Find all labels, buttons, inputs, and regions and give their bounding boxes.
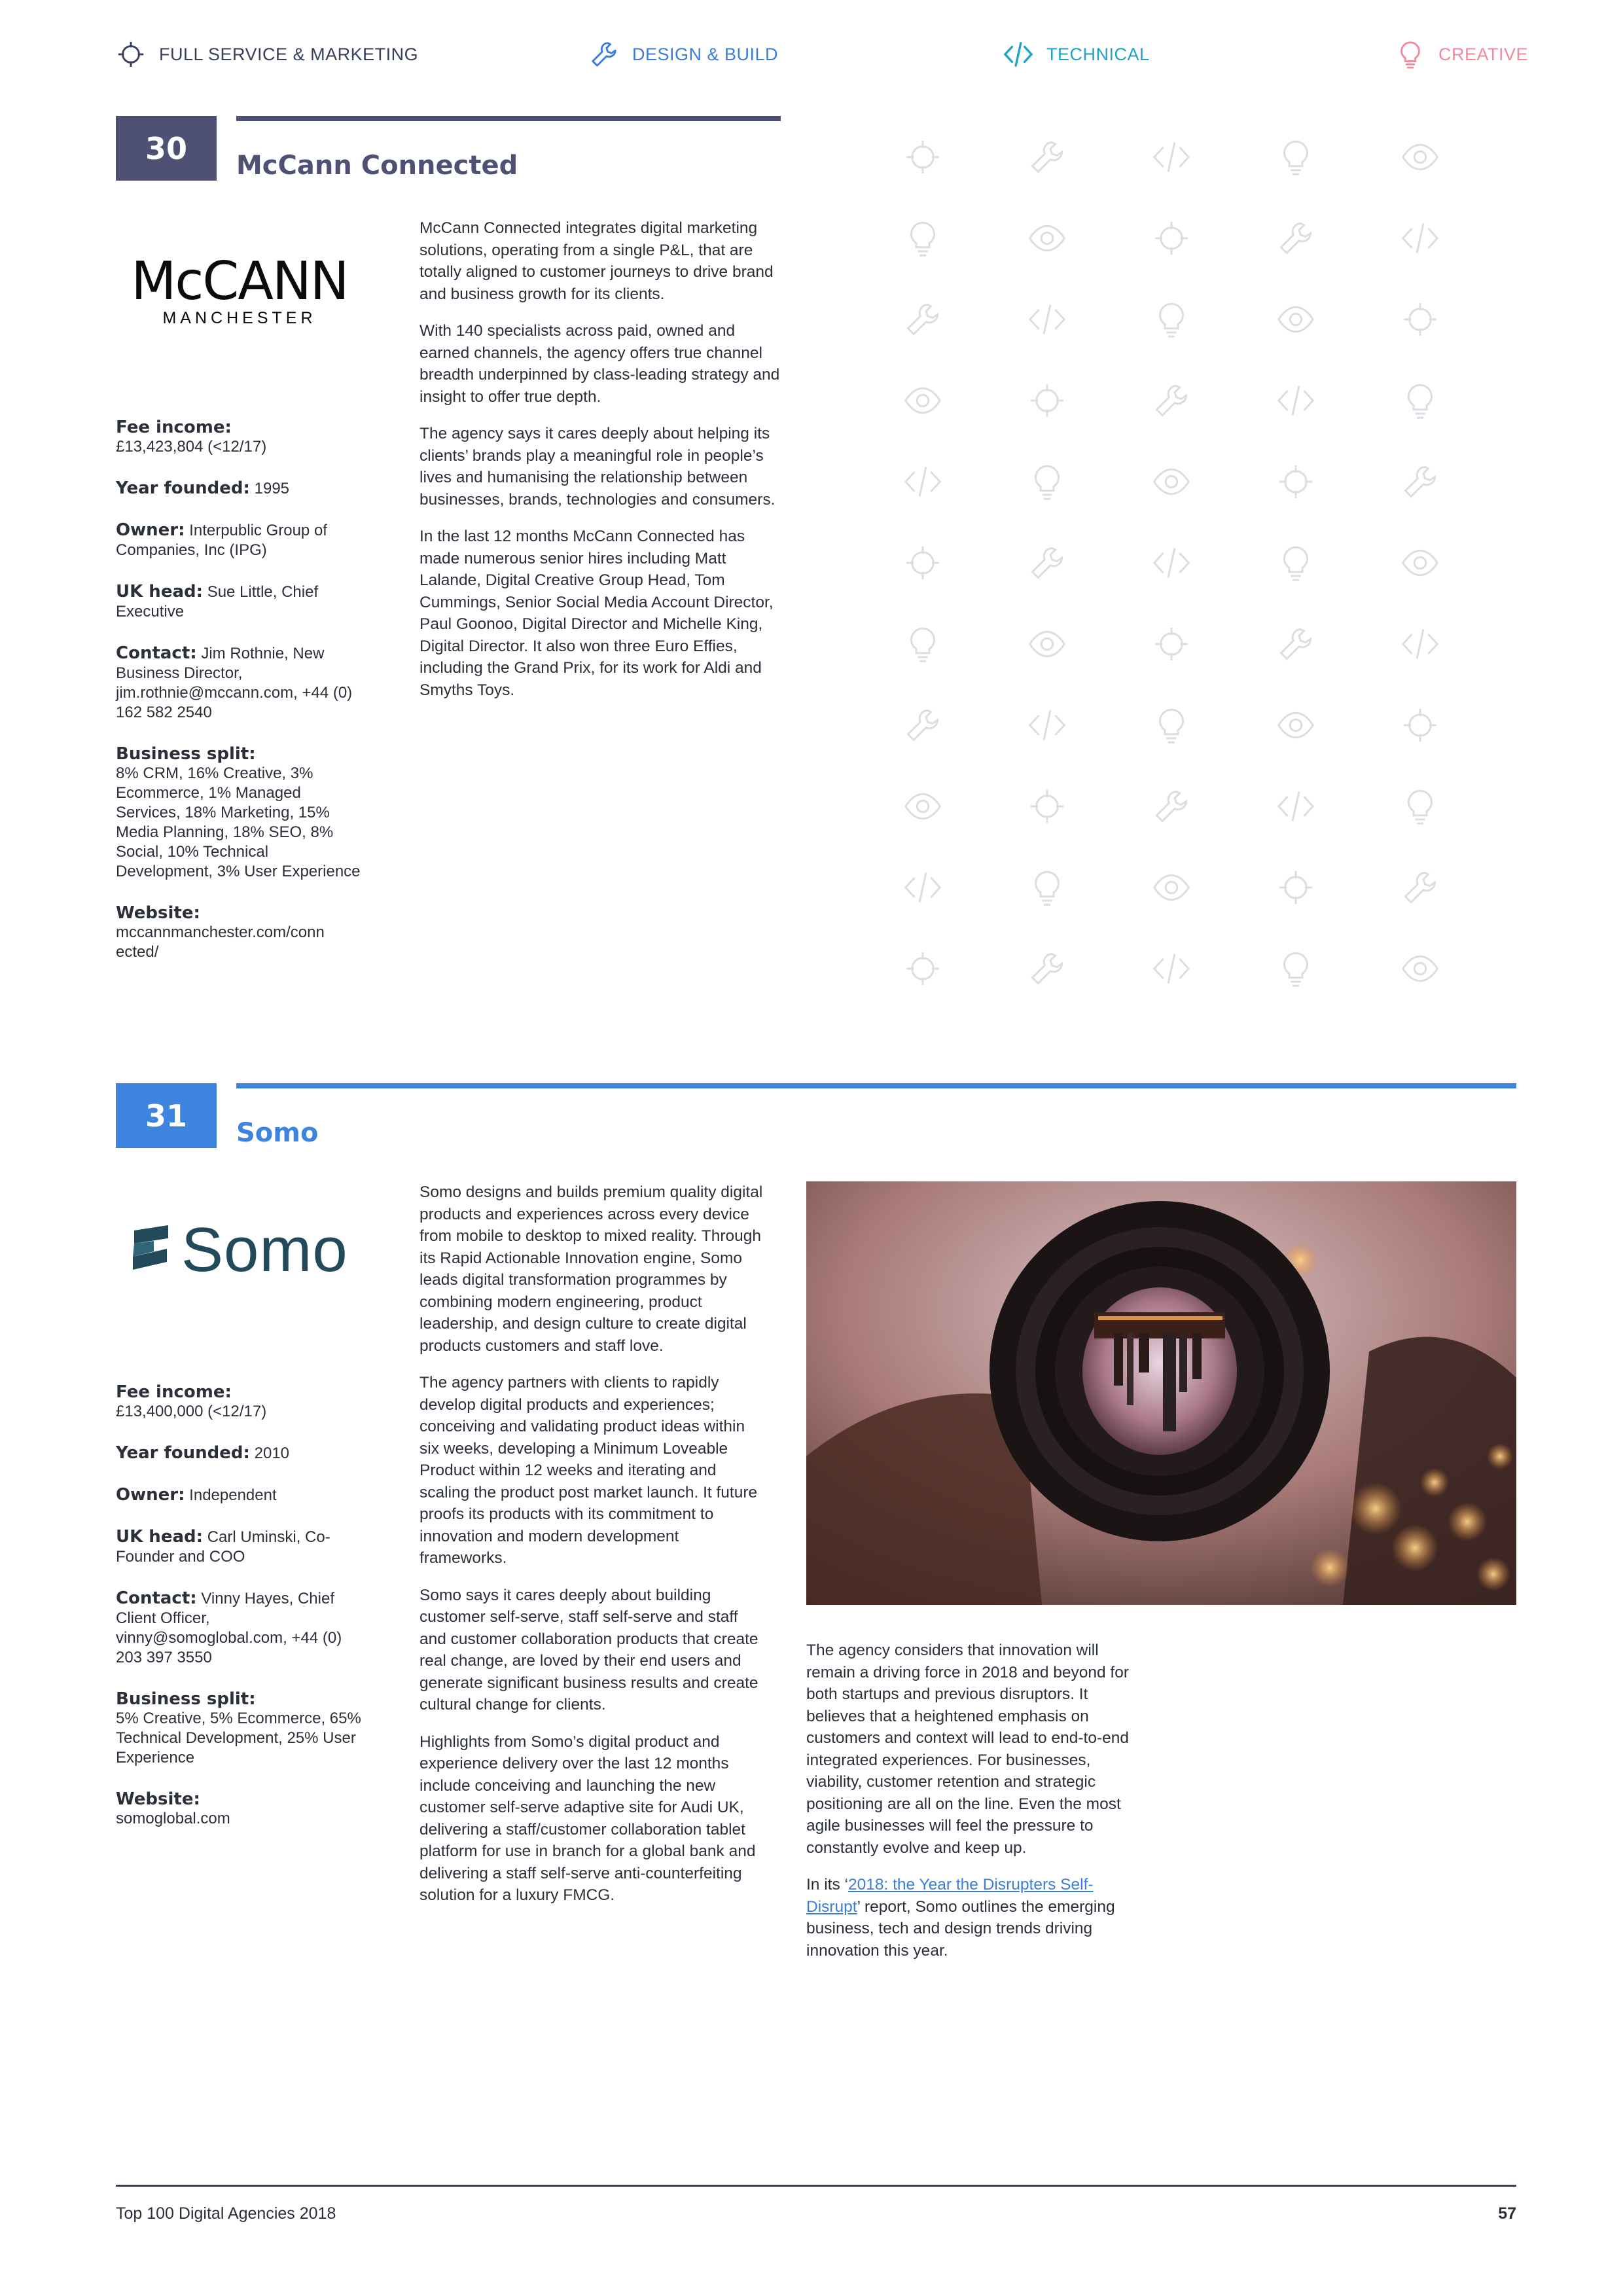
eye-icon bbox=[1276, 706, 1315, 745]
wrench-icon bbox=[903, 300, 942, 339]
owner bbox=[116, 1485, 365, 1505]
business-split bbox=[116, 744, 365, 882]
paragraph: In the last 12 months McCann Connected has made numerous senior hires including Matt Lalande, Digital Creative Group Head, Tom Cummings, Senior Social Media Account Director, Paul Goonoo, Digital Director and Michelle King, Digital Director. It also won three Euro Effies, including the Grand Prix, for its work for Aldi and Smyths Toys. bbox=[419, 528, 774, 699]
fact-value: 5% Creative, 5% Ecommerce, 65% Technical Development, 25% User Experience bbox=[116, 1710, 361, 1767]
wrench-icon bbox=[1027, 543, 1067, 583]
nav-creative-label: CREATIVE bbox=[1438, 44, 1529, 64]
paragraph: The agency considers that innovation will remain a driving force in 2018 and beyond for both startups and previous disruptors. It believes that a heightened emphasis on customers and context will lead to end-to-end integrated experiences. For businesses, viability, customer retention and strategic positioning are all on the line. Even the most agile businesses will feel the pressure to constantly evolve and keep up. bbox=[806, 1641, 1130, 1857]
code-icon bbox=[1003, 39, 1033, 69]
fact-label: Contact: bbox=[116, 1588, 197, 1608]
fee-income bbox=[116, 418, 365, 457]
paragraph: With 140 specialists across paid, owned and earned channels, the agency offers true channel breadth underpinned by class-leading strategy and insight to offer true depth. bbox=[419, 322, 780, 406]
agency-description bbox=[419, 217, 786, 716]
wrench-icon bbox=[1400, 868, 1440, 907]
fact-value: £13,400,000 (<12/17) bbox=[116, 1403, 267, 1420]
bulb-icon bbox=[1027, 868, 1067, 907]
paragraph: Somo designs and builds premium quality digital products and experiences across every device from mobile to desktop to mixed reality. Through its Rapid Actionable Innovation engine, Somo leads digital transformation programmes by combining modern engineering, product leadership, and design culture to create digital products customers and staff love. bbox=[419, 1183, 763, 1355]
target-icon bbox=[1027, 787, 1067, 826]
website-link[interactable]: somoglobal.com bbox=[116, 1810, 230, 1827]
eye-icon bbox=[1027, 219, 1067, 258]
website bbox=[116, 1789, 365, 1829]
fact-label: Website: bbox=[116, 903, 200, 923]
agency-name: Somo bbox=[236, 1118, 319, 1148]
bulb-icon bbox=[1400, 381, 1440, 420]
logo-subline: MANCHESTER bbox=[162, 309, 317, 327]
nav-design-build-label: DESIGN & BUILD bbox=[632, 44, 779, 64]
wrench-icon bbox=[589, 39, 619, 69]
bulb-icon bbox=[1400, 787, 1440, 826]
fact-label: Fee income: bbox=[116, 1382, 232, 1402]
eye-icon bbox=[1027, 624, 1067, 664]
nav-technical-label: TECHNICAL bbox=[1046, 44, 1150, 64]
website-link[interactable]: mccannmanchester.com/connected/ bbox=[116, 924, 325, 961]
target-icon bbox=[116, 39, 146, 69]
target-icon bbox=[1276, 462, 1315, 501]
code-icon bbox=[1276, 381, 1315, 420]
agency-description-continued bbox=[806, 1640, 1133, 1977]
code-icon bbox=[1400, 624, 1440, 664]
target-icon bbox=[1400, 706, 1440, 745]
icon-pattern bbox=[903, 137, 1492, 1021]
fact-label: Year founded: bbox=[116, 1443, 250, 1463]
code-icon bbox=[1276, 787, 1315, 826]
wrench-icon bbox=[1027, 949, 1067, 988]
code-icon bbox=[1152, 949, 1191, 988]
eye-icon bbox=[1400, 137, 1440, 177]
fact-value: 8% CRM, 16% Creative, 3% Ecommerce, 1% Managed Services, 18% Marketing, 15% Media Planning, 18% SEO, 8% Social, 10% Technical Development, 3% User Experience bbox=[116, 764, 361, 880]
owner bbox=[116, 520, 365, 560]
fact-label: Business split: bbox=[116, 744, 256, 764]
fact-label: UK head: bbox=[116, 1527, 204, 1547]
report-paragraph bbox=[806, 1874, 1133, 1962]
wrench-icon bbox=[1276, 624, 1315, 664]
footer-title: Top 100 Digital Agencies 2018 bbox=[116, 2204, 336, 2223]
target-icon bbox=[1152, 219, 1191, 258]
rank-30-rule bbox=[236, 116, 781, 121]
fact-value: 2010 bbox=[254, 1444, 290, 1462]
code-icon bbox=[903, 462, 942, 501]
rank-31-rule bbox=[236, 1083, 1516, 1088]
contact bbox=[116, 1588, 365, 1668]
code-icon bbox=[1027, 706, 1067, 745]
fact-value: Carl Uminski, Co-Founder and COO bbox=[116, 1528, 330, 1566]
contact bbox=[116, 643, 365, 723]
bulb-icon bbox=[1395, 39, 1425, 69]
eye-icon bbox=[903, 381, 942, 420]
fact-label: Contact: bbox=[116, 643, 197, 663]
target-icon bbox=[1276, 868, 1315, 907]
agency-facts bbox=[116, 1382, 365, 1850]
eye-icon bbox=[1276, 300, 1315, 339]
wrench-icon bbox=[1152, 381, 1191, 420]
nav-full-service-label: FULL SERVICE & MARKETING bbox=[159, 44, 419, 64]
fact-label: Fee income: bbox=[116, 418, 232, 437]
nav-full-service[interactable] bbox=[116, 38, 418, 71]
lens-city-photo bbox=[806, 1181, 1516, 1605]
agency-facts bbox=[116, 418, 365, 984]
fact-label: Year founded: bbox=[116, 478, 250, 498]
bulb-icon bbox=[903, 219, 942, 258]
code-icon bbox=[1152, 137, 1191, 177]
code-icon bbox=[903, 868, 942, 907]
eye-icon bbox=[1400, 543, 1440, 583]
code-icon bbox=[1027, 300, 1067, 339]
report-suffix: ’ report, Somo outlines the emerging business, tech and design trends driving innovation this year. bbox=[806, 1897, 1115, 1960]
fact-value: Independent bbox=[189, 1486, 277, 1504]
lens-illustration-icon bbox=[806, 1181, 1516, 1605]
uk-head bbox=[116, 582, 365, 622]
year-founded bbox=[116, 1443, 365, 1463]
year-founded bbox=[116, 478, 365, 499]
nav-creative[interactable] bbox=[1395, 38, 1528, 71]
rank-number: 31 bbox=[145, 1098, 187, 1134]
code-icon bbox=[1400, 219, 1440, 258]
wrench-icon bbox=[1152, 787, 1191, 826]
footer-rule bbox=[116, 2185, 1516, 2187]
nav-design-build[interactable] bbox=[589, 38, 778, 71]
fact-value: Sue Little, Chief Executive bbox=[116, 583, 319, 620]
fact-value: £13,423,804 (<12/17) bbox=[116, 438, 267, 456]
paragraph: The agency partners with clients to rapidly develop digital products and experiences; conceiving and validating product ideas within six weeks, developing a Minimum Loveable Product within 12 weeks and iterating and scaling the product post market launch. It future proofs its products with its commitment to innovation and modern development frameworks. bbox=[419, 1374, 758, 1567]
paragraph: McCann Connected integrates digital marketing solutions, operating from a single P&L, that are totally aligned to customer journeys to drive brand and business growth for its clients. bbox=[419, 219, 774, 303]
bulb-icon bbox=[1276, 543, 1315, 583]
target-icon bbox=[1152, 624, 1191, 664]
target-icon bbox=[903, 137, 942, 177]
fee-income bbox=[116, 1382, 365, 1422]
bulb-icon bbox=[1027, 462, 1067, 501]
wrench-icon bbox=[1276, 219, 1315, 258]
wrench-icon bbox=[903, 706, 942, 745]
fact-value: Interpublic Group of Companies, Inc (IPG) bbox=[116, 522, 327, 559]
report-link[interactable]: 2018: the Year the Disrupters Self-Disrupt bbox=[806, 1876, 1094, 1916]
logo-wordmark: McCANN bbox=[131, 251, 348, 312]
bulb-icon bbox=[1152, 300, 1191, 339]
target-icon bbox=[1400, 300, 1440, 339]
somo-logo bbox=[128, 1217, 348, 1283]
report-prefix: In its ‘ bbox=[806, 1876, 848, 1893]
business-split bbox=[116, 1689, 365, 1768]
agency-description bbox=[419, 1181, 766, 1922]
paragraph: Highlights from Somo’s digital product and experience delivery over the last 12 months include conceiving and launching the new customer self-serve adaptive site for Audi UK, delivering a staff/customer collaboration tablet platform for use in branch for a global bank and delivering a staff self-serve anti-counterfeiting solution for a luxury FMCG. bbox=[419, 1732, 756, 1904]
fact-value: 1995 bbox=[254, 480, 290, 497]
fact-value: Vinny Hayes, Chief Client Officer, vinny@somoglobal.com, +44 (0) 203 397 3550 bbox=[116, 1590, 342, 1666]
wrench-icon bbox=[1027, 137, 1067, 177]
eye-icon bbox=[1152, 462, 1191, 501]
website bbox=[116, 903, 365, 962]
fact-value: Jim Rothnie, New Business Director, jim.rothnie@mccann.com, +44 (0) 162 582 2540 bbox=[116, 645, 353, 721]
bulb-icon bbox=[1276, 949, 1315, 988]
fact-label: Owner: bbox=[116, 1485, 185, 1505]
rank-badge bbox=[116, 1083, 217, 1148]
fact-label: Website: bbox=[116, 1789, 200, 1809]
fact-label: Business split: bbox=[116, 1689, 256, 1709]
rank-badge bbox=[116, 116, 217, 181]
eye-icon bbox=[903, 787, 942, 826]
bulb-icon bbox=[903, 624, 942, 664]
target-icon bbox=[903, 949, 942, 988]
somo-mark-icon bbox=[128, 1224, 173, 1276]
page-number: 57 bbox=[1498, 2204, 1516, 2223]
bulb-icon bbox=[1276, 137, 1315, 177]
fact-label: UK head: bbox=[116, 582, 204, 601]
eye-icon bbox=[1152, 868, 1191, 907]
uk-head bbox=[116, 1527, 365, 1567]
eye-icon bbox=[1400, 949, 1440, 988]
nav-technical[interactable] bbox=[1003, 38, 1150, 71]
agency-name: McCann Connected bbox=[236, 151, 518, 181]
paragraph: The agency says it cares deeply about helping its clients’ brands play a meaningful role in people’s lives and humanising the relationship between businesses, brands, technologies and consumers. bbox=[419, 425, 776, 509]
wrench-icon bbox=[1400, 462, 1440, 501]
target-icon bbox=[1027, 381, 1067, 420]
logo-wordmark: Somo bbox=[181, 1215, 348, 1285]
target-icon bbox=[903, 543, 942, 583]
code-icon bbox=[1152, 543, 1191, 583]
rank-number: 30 bbox=[145, 130, 187, 166]
fact-label: Owner: bbox=[116, 520, 185, 540]
bulb-icon bbox=[1152, 706, 1191, 745]
mccann-logo bbox=[128, 251, 351, 328]
paragraph: Somo says it cares deeply about building customer self-serve, staff self-serve and staff and customer collaboration products that create real change, are loved by their end users and generate significant business results and create cultural change for clients. bbox=[419, 1586, 758, 1713]
